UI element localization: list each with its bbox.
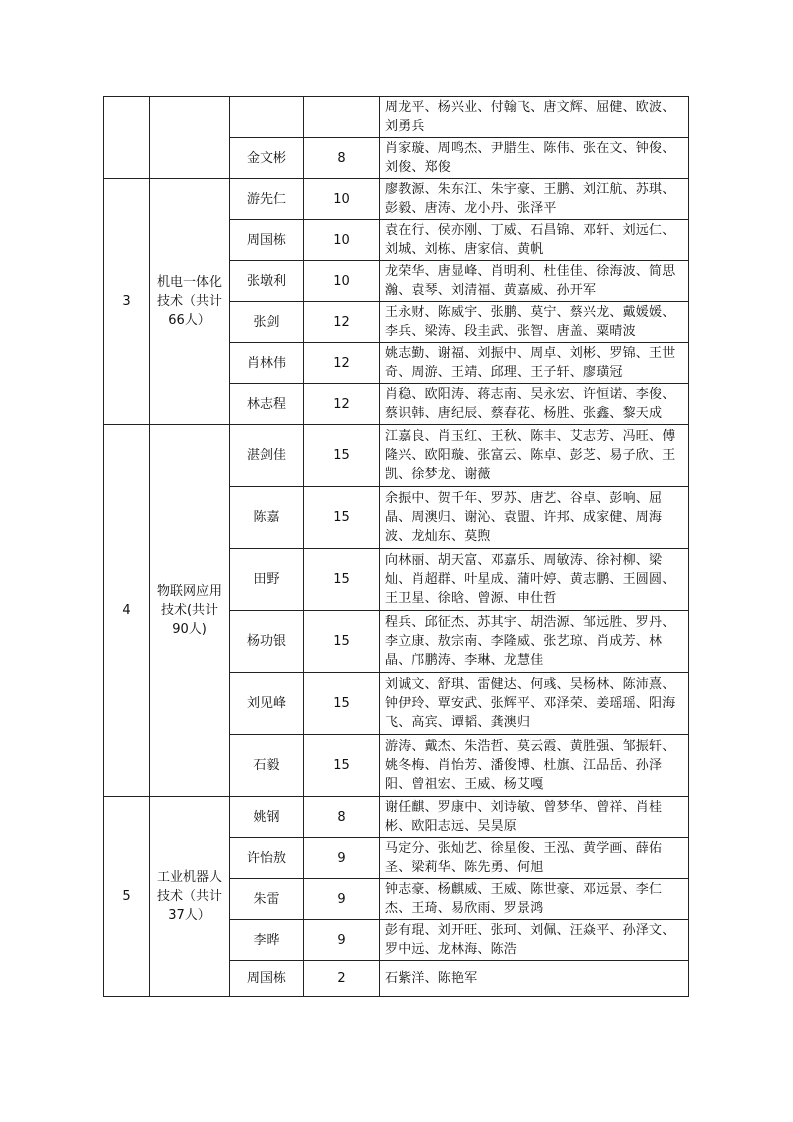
count-cell [304,97,380,138]
students-cell: 余振中、贺千年、罗苏、唐艺、谷卓、彭响、屈晶、周澳归、谢沁、袁盟、许邦、成家健、周海波、龙灿东、莫煦 [380,487,689,549]
students-cell: 廖教源、朱东江、朱宇豪、王鹏、刘江航、苏琪、彭毅、唐涛、龙小丹、张泽平 [380,179,689,220]
count-cell: 15 [304,487,380,549]
count-cell: 12 [304,302,380,343]
teacher-cell: 周国栋 [230,961,304,997]
students-cell: 姚志勤、谢福、刘振中、周卓、刘彬、罗锦、王世奇、周游、王靖、邱理、王子轩、廖璜冠 [380,343,689,384]
major-cell: 机电一体化技术（共计66人） [150,179,230,425]
students-cell: 向林丽、胡天富、邓嘉乐、周敏涛、徐衬柳、梁灿、肖超群、叶星成、蒲叶婷、黄志鹏、王圆圆、王卫星、徐晗、曾源、申仕哲 [380,549,689,611]
teacher-cell: 张剑 [230,302,304,343]
teacher-cell: 田野 [230,549,304,611]
count-cell: 15 [304,549,380,611]
count-cell: 9 [304,879,380,920]
group-number-cell: 5 [104,797,150,997]
students-cell: 谢任麒、罗康中、刘诗敏、曾梦华、曾祥、肖桂彬、欧阳志远、吴昊原 [380,797,689,838]
count-cell: 2 [304,961,380,997]
count-cell: 9 [304,838,380,879]
students-cell: 钟志豪、杨麒威、王威、陈世豪、邓远景、李仁杰、王琦、易欣雨、罗景鸿 [380,879,689,920]
count-cell: 12 [304,384,380,425]
table-row [104,179,689,220]
teacher-cell: 许怡敖 [230,838,304,879]
major-cell [150,97,230,179]
teacher-cell: 林志程 [230,384,304,425]
teacher-cell: 刘见峰 [230,673,304,735]
students-cell: 肖稳、欧阳涛、蒋志南、吴永宏、许恒诺、李俊、蔡识韩、唐纪辰、蔡春花、杨胜、张鑫、黎天成 [380,384,689,425]
group-number-cell: 4 [104,425,150,797]
teacher-cell: 张墩利 [230,261,304,302]
students-cell: 王永财、陈威宇、张鹏、莫宁、蔡兴龙、戴媛媛、李兵、梁涛、段圭武、张智、唐盖、粟晴波 [380,302,689,343]
group-number-cell [104,97,150,179]
teacher-cell: 陈嘉 [230,487,304,549]
teacher-cell: 姚钢 [230,797,304,838]
teacher-cell: 湛剑佳 [230,425,304,487]
students-cell: 周龙平、杨兴业、付翰飞、唐文辉、屈健、欧波、刘勇兵 [380,97,689,138]
count-cell: 10 [304,220,380,261]
count-cell: 8 [304,797,380,838]
teacher-cell: 游先仁 [230,179,304,220]
students-cell: 彭有琨、刘开旺、张珂、刘佩、汪焱平、孙泽文、罗中远、龙林海、陈浩 [380,920,689,961]
major-cell: 物联网应用技术(共计90人) [150,425,230,797]
table-row [104,97,689,138]
teacher-cell: 朱雷 [230,879,304,920]
count-cell: 10 [304,179,380,220]
students-cell: 刘诚文、舒琪、雷健达、何彧、吴杨林、陈沛熹、钟伊玲、覃安武、张辉平、邓泽荣、姜瑶瑶、阳海飞、高宾、谭韬、龚澳归 [380,673,689,735]
teacher-cell: 石毅 [230,735,304,797]
students-cell: 马定分、张灿艺、徐星俊、王泓、黄学画、薛佑圣、梁莉华、陈先勇、何旭 [380,838,689,879]
group-number-cell: 3 [104,179,150,425]
students-cell: 袁在行、侯亦刚、丁威、石昌锦、邓轩、刘远仁、刘城、刘栋、唐家信、黄帆 [380,220,689,261]
students-cell: 游涛、戴杰、朱浩哲、莫云霞、黄胜强、邹振轩、姚冬梅、肖怡芳、潘俊博、杜旗、江品岳、孙泽阳、曾祖宏、王威、杨艾嘎 [380,735,689,797]
student-assignment-table [103,96,689,997]
teacher-cell: 杨功银 [230,611,304,673]
students-cell: 程兵、邱征杰、苏其宇、胡浩源、邹远胜、罗丹、李立康、敖宗南、李隆威、张艺琼、肖成芳、林晶、邝鹏涛、李琳、龙慧佳 [380,611,689,673]
count-cell: 15 [304,425,380,487]
teacher-cell: 李晔 [230,920,304,961]
count-cell: 8 [304,138,380,179]
teacher-cell [230,97,304,138]
teacher-cell: 金文彬 [230,138,304,179]
count-cell: 15 [304,611,380,673]
count-cell: 10 [304,261,380,302]
count-cell: 9 [304,920,380,961]
table-row [104,797,689,838]
major-cell: 工业机器人技术（共计37人） [150,797,230,997]
students-cell: 石紫洋、陈艳军 [380,961,689,997]
students-cell: 江嘉良、肖玉红、王秋、陈丰、艾志芳、冯旺、傅隆兴、欧阳璇、张富云、陈卓、彭芝、易子欣、王凯、徐梦龙、谢薇 [380,425,689,487]
students-cell: 龙荣华、唐显峰、肖明利、杜佳佳、徐海波、简思瀚、袁琴、刘清福、黄嘉威、孙开军 [380,261,689,302]
count-cell: 12 [304,343,380,384]
count-cell: 15 [304,735,380,797]
table-row [104,425,689,487]
students-cell: 肖家璇、周鸣杰、尹腊生、陈伟、张在文、钟俊、刘俊、郑俊 [380,138,689,179]
teacher-cell: 肖林伟 [230,343,304,384]
count-cell: 15 [304,673,380,735]
teacher-cell: 周国栋 [230,220,304,261]
